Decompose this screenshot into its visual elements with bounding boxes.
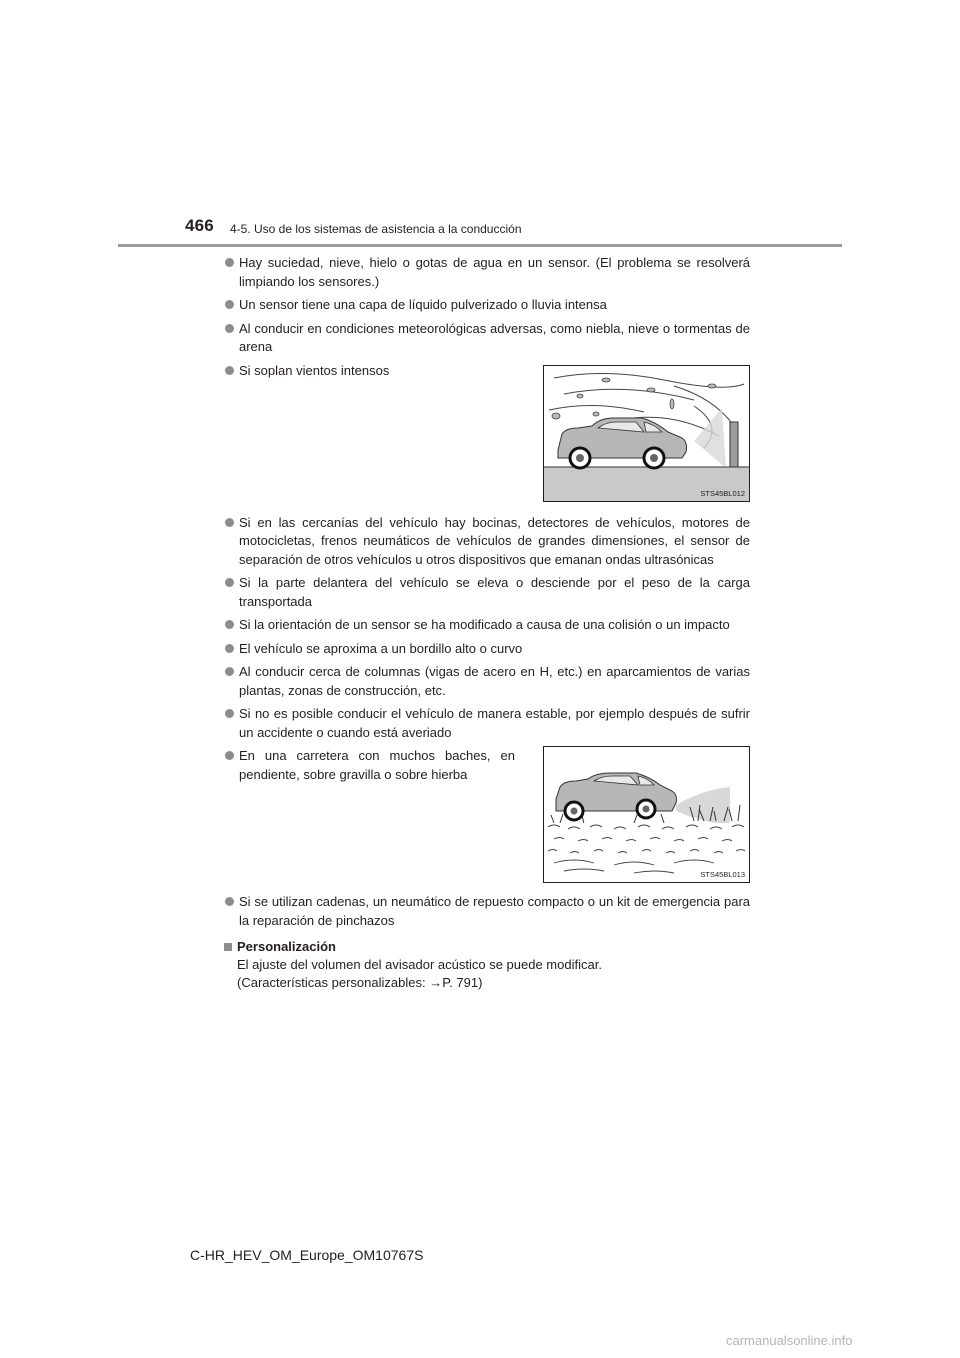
bullet-item: El vehículo se aproxima a un bordillo alto o curvo [224, 640, 750, 659]
figure-strong-wind [543, 365, 750, 502]
wind-illustration [544, 366, 749, 501]
bullet-item: En una carretera con muchos baches, en pendiente, sobre gravilla o sobre hierba [224, 747, 515, 784]
paragraph-line: El ajuste del volumen del avisador acústico se puede modificar. [237, 957, 602, 972]
figure-code: STS45BL013 [700, 870, 745, 879]
footer-doc-code: C-HR_HEV_OM_Europe_OM10767S [190, 1247, 424, 1263]
watermark: carmanualsonline.info [726, 1333, 853, 1348]
bullet-item: Si soplan vientos intensos [224, 362, 515, 381]
figure-rough-road [543, 746, 750, 883]
section-title: 4-5. Uso de los sistemas de asistencia a la conducción [230, 222, 522, 236]
section-heading: Personalización [224, 938, 750, 956]
bullet-item: Al conducir cerca de columnas (vigas de acero en H, etc.) en aparcamientos de varias plantas, zonas de construcción, etc. [224, 663, 750, 700]
bullet-item: Un sensor tiene una capa de líquido pulverizado o lluvia intensa [224, 296, 750, 315]
header-rule [118, 244, 842, 247]
bullet-item: Hay suciedad, nieve, hielo o gotas de agua en un sensor. (El problema se resolverá limpiando los sensores.) [224, 254, 750, 291]
bullet-item: Si la orientación de un sensor se ha modificado a causa de una colisión o un impacto [224, 616, 750, 635]
bullet-item: Si no es posible conducir el vehículo de manera estable, por ejemplo después de sufrir un accidente o cuando está averiado [224, 705, 750, 742]
bullet-item: Si en las cercanías del vehículo hay bocinas, detectores de vehículos, motores de motocicletas, frenos neumáticos de vehículos de grandes dimensiones, el sensor de separación de otros vehículos u otros dispositivos que emanan ondas ultrasónicas [224, 514, 750, 570]
rough-road-illustration [544, 747, 749, 882]
figure-row-road [224, 747, 750, 883]
bullet-item: Si la parte delantera del vehículo se eleva o desciende por el peso de la carga transportada [224, 574, 750, 611]
bullet-item: Al conducir en condiciones meteorológicas adversas, como niebla, nieve o tormentas de arena [224, 320, 750, 357]
page-number: 466 [185, 216, 214, 235]
content [224, 254, 750, 992]
paragraph-line: (Características personalizables: →P. 791) [237, 975, 483, 990]
figure-row-wind [224, 362, 750, 502]
figure-code: STS45BL012 [700, 488, 745, 498]
bullet-item: Si se utilizan cadenas, un neumático de repuesto compacto o un kit de emergencia para la reparación de pinchazos [224, 893, 750, 930]
